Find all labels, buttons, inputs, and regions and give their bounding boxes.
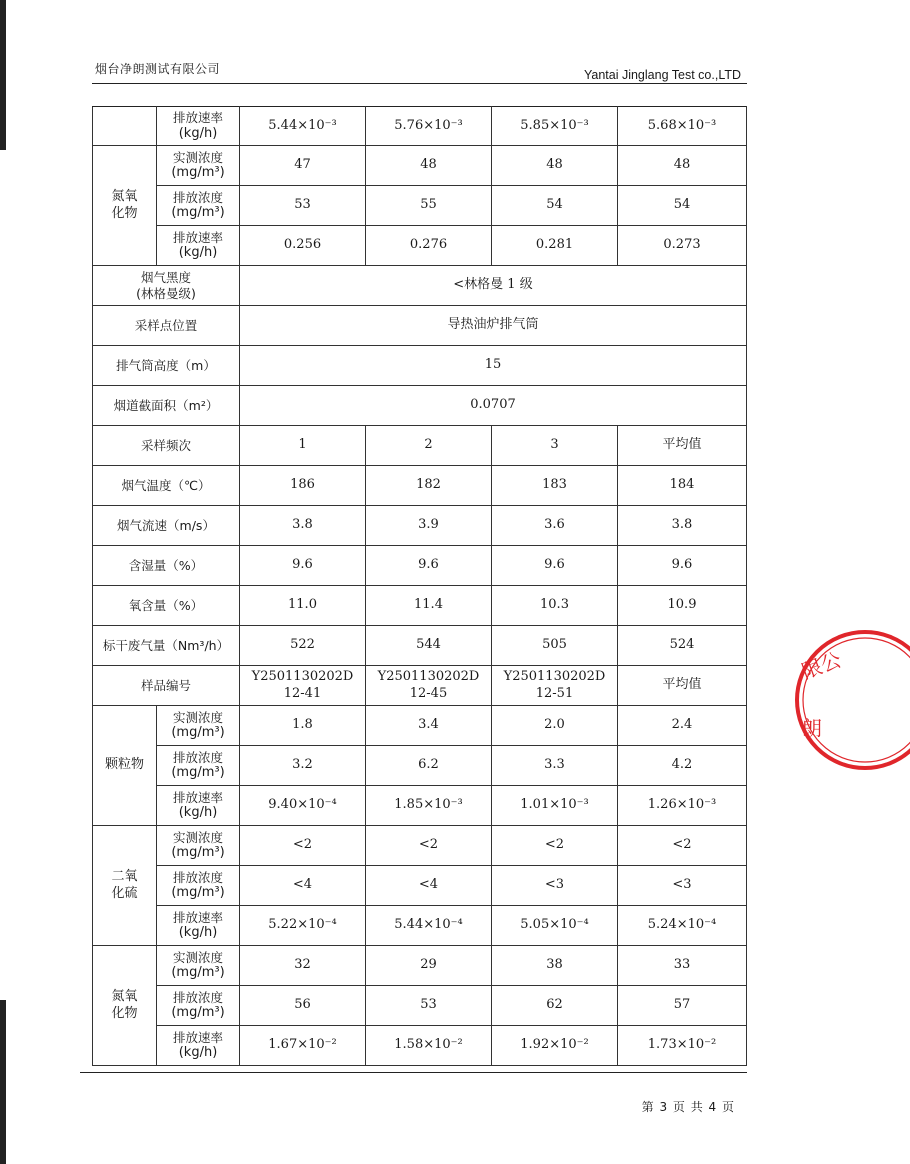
value-cell: 1.26×10⁻³: [618, 786, 747, 826]
param-unit: (mg/m³): [171, 765, 225, 781]
param-label-cell: [157, 946, 240, 986]
param-unit: (kg/h): [178, 245, 218, 261]
value-cell: 1.67×10⁻²: [240, 1026, 366, 1066]
header-rule: [92, 83, 747, 84]
param-label: 排放速率: [172, 229, 223, 245]
value-cell: 2: [366, 426, 492, 466]
value-cell: 32: [240, 946, 366, 986]
table-row: [93, 626, 747, 666]
param-unit: (kg/h): [178, 925, 218, 941]
value-cell: 1.01×10⁻³: [492, 786, 618, 826]
footer-rule: [80, 1072, 747, 1073]
table-row: [93, 466, 747, 506]
value-cell: 522: [240, 626, 366, 666]
value-cell: 54: [492, 186, 618, 226]
table-row: [93, 146, 747, 186]
param-unit: (mg/m³): [171, 885, 225, 901]
table-row: [93, 226, 747, 266]
param-label: 实测浓度: [172, 149, 223, 165]
scan-edge-top: [0, 0, 6, 150]
param-label: 实测浓度: [172, 709, 223, 725]
param-label: 排放速率: [172, 1029, 223, 1045]
sampling-point-value: 导热油炉排气筒: [240, 306, 747, 346]
value-cell: 9.6: [366, 546, 492, 586]
value-cell: 53: [240, 186, 366, 226]
param-label: 实测浓度: [172, 949, 223, 965]
value-cell: 505: [492, 626, 618, 666]
table-row: [93, 746, 747, 786]
value-cell: 1.58×10⁻²: [366, 1026, 492, 1066]
value-cell: 3: [492, 426, 618, 466]
value-cell: 0.256: [240, 226, 366, 266]
pollutant-name: 氮氧 化物: [93, 146, 157, 266]
param-label-cell: [157, 786, 240, 826]
param-unit: (mg/m³): [171, 165, 225, 181]
value-cell: <2: [618, 826, 747, 866]
param-label: 排放浓度: [172, 869, 223, 885]
value-cell: 11.4: [366, 586, 492, 626]
flue-area-label: 烟道截面积（m²）: [93, 386, 240, 426]
value-cell: Y2501130202D 12-51: [492, 666, 618, 706]
param-label: 实测浓度: [172, 829, 223, 845]
value-cell: <2: [492, 826, 618, 866]
table-row: [93, 586, 747, 626]
value-cell: 3.2: [240, 746, 366, 786]
value-cell: 5.44×10⁻³: [240, 107, 366, 146]
param-label-cell: [157, 226, 240, 266]
value-cell: 57: [618, 986, 747, 1026]
monitoring-table: [92, 106, 747, 1066]
param-unit: (mg/m³): [171, 965, 225, 981]
value-cell: <4: [240, 866, 366, 906]
table-row: [93, 186, 747, 226]
value-cell: <2: [366, 826, 492, 866]
param-label: 排放浓度: [172, 189, 223, 205]
value-cell: 184: [618, 466, 747, 506]
blank-category-cell: [93, 107, 157, 146]
pollutant-name: 二氧 化硫: [93, 826, 157, 946]
param-label-cell: [157, 906, 240, 946]
value-cell: 48: [366, 146, 492, 186]
param-label-cell: [157, 186, 240, 226]
value-cell: Y2501130202D 12-45: [366, 666, 492, 706]
value-cell: 3.8: [240, 506, 366, 546]
table-row: [93, 666, 747, 706]
param-unit: (mg/m³): [171, 1005, 225, 1021]
value-cell: 2.4: [618, 706, 747, 746]
value-cell: 1.73×10⁻²: [618, 1026, 747, 1066]
pollutant-name: 颗粒物: [93, 706, 157, 826]
param-label: 排放浓度: [172, 749, 223, 765]
value-cell: 3.3: [492, 746, 618, 786]
value-cell: <3: [618, 866, 747, 906]
value-cell: 56: [240, 986, 366, 1026]
value-cell: 33: [618, 946, 747, 986]
value-cell: 3.6: [492, 506, 618, 546]
value-cell: 平均值: [618, 666, 747, 706]
table-row: [93, 266, 747, 306]
param-label-cell: [157, 826, 240, 866]
value-cell: 10.9: [618, 586, 747, 626]
pollutant-name: 氮氧 化物: [93, 946, 157, 1066]
table-row: [93, 786, 747, 826]
table-row: [93, 866, 747, 906]
param-unit: (kg/h): [178, 1045, 218, 1061]
svg-text:限公: 限公: [798, 647, 845, 684]
sampling-frequency-label: 采样频次: [93, 426, 240, 466]
param-label-cell: [157, 706, 240, 746]
stack-height-label: 排气筒高度（m）: [93, 346, 240, 386]
smoke-blackness-label: 烟气黑度 (林格曼级): [93, 266, 240, 306]
dry-flow-label: 标干废气量（Nm³/h）: [93, 626, 240, 666]
value-cell: 48: [618, 146, 747, 186]
page-number: 第 3 页 共 4 页: [641, 1100, 735, 1114]
param-label-cell: [157, 746, 240, 786]
value-cell: 5.76×10⁻³: [366, 107, 492, 146]
value-cell: 182: [366, 466, 492, 506]
param-unit: (mg/m³): [171, 725, 225, 741]
param-label-cell: [157, 146, 240, 186]
flue-temp-label: 烟气温度（℃）: [93, 466, 240, 506]
param-unit: (mg/m³): [171, 205, 225, 221]
value-cell: 9.6: [618, 546, 747, 586]
value-cell: Y2501130202D 12-41: [240, 666, 366, 706]
table-row: [93, 506, 747, 546]
value-cell: <3: [492, 866, 618, 906]
value-cell: 55: [366, 186, 492, 226]
table-row: [93, 1026, 747, 1066]
param-label-cell: [157, 986, 240, 1026]
value-cell: 11.0: [240, 586, 366, 626]
value-cell: 5.22×10⁻⁴: [240, 906, 366, 946]
table-row: [93, 906, 747, 946]
flue-area-value: 0.0707: [240, 386, 747, 426]
smoke-blackness-value: <林格曼 1 级: [240, 266, 747, 306]
param-unit: (kg/h): [178, 125, 218, 141]
flue-velocity-label: 烟气流速（m/s）: [93, 506, 240, 546]
value-cell: 0.273: [618, 226, 747, 266]
value-cell: 5.05×10⁻⁴: [492, 906, 618, 946]
value-cell: 1: [240, 426, 366, 466]
company-seal-stamp: [790, 625, 910, 775]
value-cell: 38: [492, 946, 618, 986]
param-unit: (kg/h): [178, 805, 218, 821]
value-cell: 10.3: [492, 586, 618, 626]
table-row: [93, 986, 747, 1026]
value-cell: 29: [366, 946, 492, 986]
value-cell: 62: [492, 986, 618, 1026]
table-row: [93, 946, 747, 986]
value-cell: 0.281: [492, 226, 618, 266]
param-label: 排放速率: [172, 110, 223, 126]
value-cell: 5.44×10⁻⁴: [366, 906, 492, 946]
table-row: [93, 386, 747, 426]
param-label: 排放速率: [172, 789, 223, 805]
value-cell: 5.85×10⁻³: [492, 107, 618, 146]
value-cell: 544: [366, 626, 492, 666]
table-row: [93, 546, 747, 586]
company-name-cn: 烟台净朗测试有限公司: [95, 62, 221, 76]
value-cell: 3.8: [618, 506, 747, 546]
value-cell: 0.276: [366, 226, 492, 266]
oxygen-label: 氧含量（%）: [93, 586, 240, 626]
scan-edge-bottom: [0, 1000, 6, 1164]
value-cell: 524: [618, 626, 747, 666]
value-cell: 183: [492, 466, 618, 506]
param-label: 排放浓度: [172, 989, 223, 1005]
param-label-cell: [157, 107, 240, 146]
value-cell: 1.8: [240, 706, 366, 746]
value-cell: 2.0: [492, 706, 618, 746]
value-cell: 186: [240, 466, 366, 506]
param-unit: (mg/m³): [171, 845, 225, 861]
svg-text:朗: 朗: [802, 716, 822, 740]
sampling-point-label: 采样点位置: [93, 306, 240, 346]
value-cell: 9.6: [492, 546, 618, 586]
value-cell: 48: [492, 146, 618, 186]
value-cell: 3.9: [366, 506, 492, 546]
value-cell: 54: [618, 186, 747, 226]
sample-number-label: 样品编号: [93, 666, 240, 706]
value-cell: 1.85×10⁻³: [366, 786, 492, 826]
table-row: [93, 706, 747, 746]
table-row: [93, 426, 747, 466]
value-cell: 5.68×10⁻³: [618, 107, 747, 146]
value-cell: 3.4: [366, 706, 492, 746]
value-cell: <4: [366, 866, 492, 906]
value-cell: 5.24×10⁻⁴: [618, 906, 747, 946]
value-cell: 4.2: [618, 746, 747, 786]
param-label: 排放速率: [172, 909, 223, 925]
stack-height-value: 15: [240, 346, 747, 386]
param-label-cell: [157, 1026, 240, 1066]
value-cell: 1.92×10⁻²: [492, 1026, 618, 1066]
table-row: [93, 826, 747, 866]
moisture-label: 含湿量（%）: [93, 546, 240, 586]
value-cell: 平均值: [618, 426, 747, 466]
value-cell: 9.6: [240, 546, 366, 586]
value-cell: 6.2: [366, 746, 492, 786]
company-name-en: Yantai Jinglang Test co.,LTD: [583, 68, 741, 82]
table-row: [93, 107, 747, 146]
param-label-cell: [157, 866, 240, 906]
table-row: [93, 306, 747, 346]
table-row: [93, 346, 747, 386]
value-cell: 53: [366, 986, 492, 1026]
value-cell: 47: [240, 146, 366, 186]
value-cell: <2: [240, 826, 366, 866]
value-cell: 9.40×10⁻⁴: [240, 786, 366, 826]
